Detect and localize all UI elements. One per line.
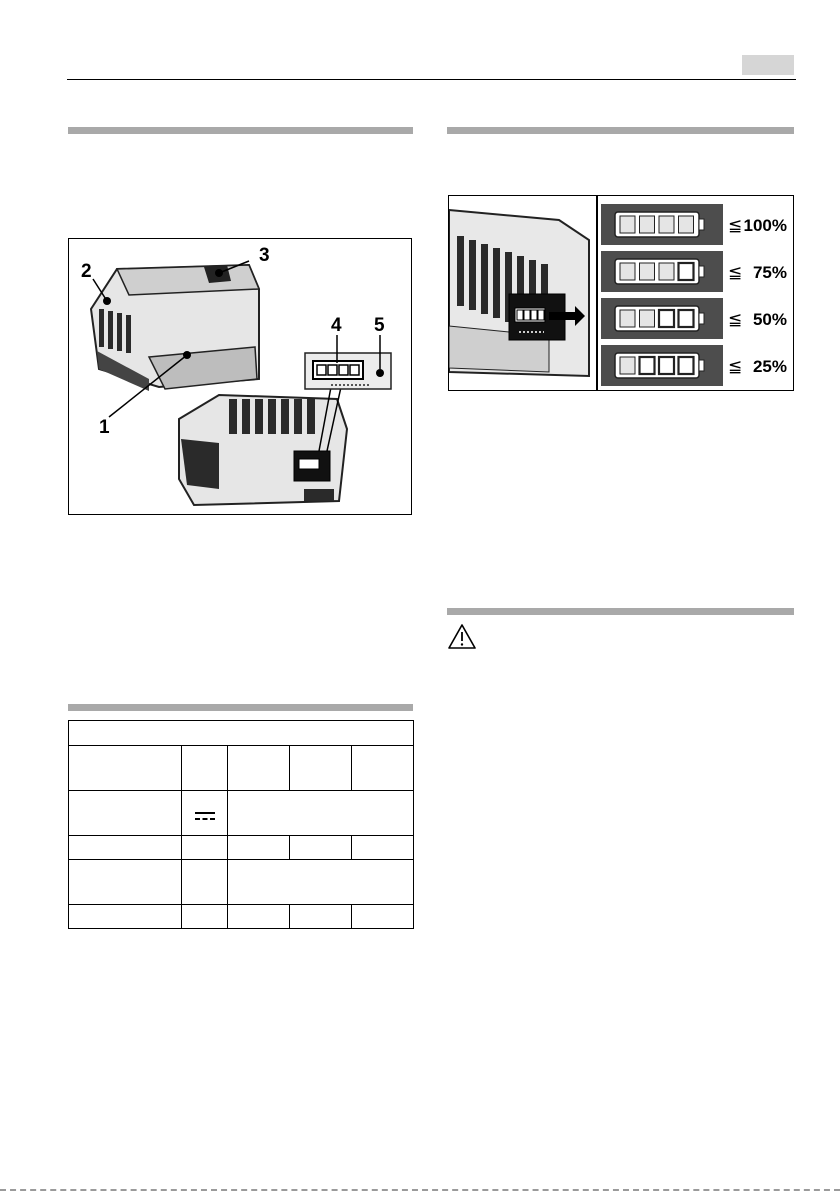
section-bar-safety bbox=[447, 608, 794, 615]
callout-4: 4 bbox=[331, 315, 342, 336]
charge-level-row bbox=[601, 298, 787, 339]
charge-level-label: 50% bbox=[752, 310, 787, 329]
section-bar-charge-level bbox=[447, 127, 794, 134]
cell-unlit bbox=[679, 310, 694, 327]
table-cell bbox=[290, 905, 352, 929]
battery-closeup bbox=[449, 196, 597, 390]
charge-level-list bbox=[601, 204, 787, 386]
cell-lit bbox=[659, 216, 674, 233]
language-tab bbox=[742, 55, 794, 75]
cell-unlit bbox=[679, 263, 694, 280]
cell-lit bbox=[659, 263, 674, 280]
cell-lit bbox=[640, 263, 655, 280]
cell-unlit bbox=[640, 357, 655, 374]
charge-level-label: 25% bbox=[752, 357, 787, 376]
table-cell bbox=[69, 746, 182, 791]
table-cell bbox=[69, 836, 182, 860]
charge-level-row bbox=[601, 204, 787, 245]
charge-level-figure bbox=[448, 195, 794, 391]
battery-level-icon bbox=[615, 259, 704, 284]
battery-front-view bbox=[91, 261, 259, 417]
cell-lit bbox=[620, 216, 635, 233]
battery-figure bbox=[68, 238, 412, 515]
callout-5: 5 bbox=[374, 315, 385, 336]
table-cell bbox=[69, 905, 182, 929]
dc-current-icon bbox=[193, 808, 217, 824]
table-cell bbox=[290, 746, 352, 791]
less-or-equal-symbol: ≦ bbox=[728, 357, 743, 377]
table-cell bbox=[69, 791, 182, 836]
table-cell bbox=[69, 860, 182, 905]
cell-unlit bbox=[679, 357, 694, 374]
warning-triangle-icon bbox=[447, 623, 477, 650]
table-row bbox=[69, 721, 414, 746]
page-edge bbox=[0, 1189, 840, 1191]
cell-lit bbox=[620, 357, 635, 374]
less-or-equal-symbol: ≦ bbox=[728, 263, 743, 283]
table-row bbox=[69, 746, 414, 791]
table-cell bbox=[182, 791, 228, 836]
callout-2: 2 bbox=[81, 261, 92, 282]
section-bar-description bbox=[68, 127, 413, 134]
callout-3: 3 bbox=[259, 245, 270, 266]
table-row bbox=[69, 905, 414, 929]
table-cell bbox=[228, 860, 414, 905]
table-cell bbox=[228, 836, 290, 860]
cell-lit bbox=[679, 216, 694, 233]
callout-1: 1 bbox=[99, 417, 110, 438]
table-cell bbox=[69, 721, 414, 746]
header-rule bbox=[67, 79, 796, 80]
technical-data-table bbox=[68, 720, 414, 929]
table-cell bbox=[182, 905, 228, 929]
less-or-equal-symbol: ≦ bbox=[728, 310, 743, 330]
cell-lit bbox=[620, 310, 635, 327]
table-cell bbox=[290, 836, 352, 860]
cell-lit bbox=[620, 263, 635, 280]
battery-level-icon bbox=[615, 306, 704, 331]
table-row bbox=[69, 791, 414, 836]
charge-level-label: 100% bbox=[743, 216, 787, 235]
table-row bbox=[69, 836, 414, 860]
cell-lit bbox=[640, 216, 655, 233]
table-cell bbox=[352, 746, 414, 791]
cell-unlit bbox=[659, 310, 674, 327]
charge-level-illustration bbox=[449, 196, 793, 390]
table-cell bbox=[352, 905, 414, 929]
battery-level-icon bbox=[615, 353, 704, 378]
battery-level-icon bbox=[615, 212, 704, 237]
table-cell bbox=[182, 860, 228, 905]
table-cell bbox=[228, 905, 290, 929]
section-bar-technical-data bbox=[68, 704, 413, 711]
table-cell bbox=[182, 746, 228, 791]
charge-level-row bbox=[601, 345, 787, 386]
table-row bbox=[69, 860, 414, 905]
table-cell bbox=[352, 836, 414, 860]
charge-level-label: 75% bbox=[752, 263, 787, 282]
less-or-equal-symbol: ≦ bbox=[728, 216, 743, 236]
battery-illustration bbox=[69, 239, 411, 514]
charge-level-row bbox=[601, 251, 787, 292]
table-cell bbox=[228, 791, 414, 836]
battery-rear-view bbox=[179, 387, 347, 505]
table-cell bbox=[228, 746, 290, 791]
cell-lit bbox=[640, 310, 655, 327]
table-cell bbox=[182, 836, 228, 860]
charge-indicator-callout bbox=[305, 335, 391, 389]
cell-unlit bbox=[659, 357, 674, 374]
